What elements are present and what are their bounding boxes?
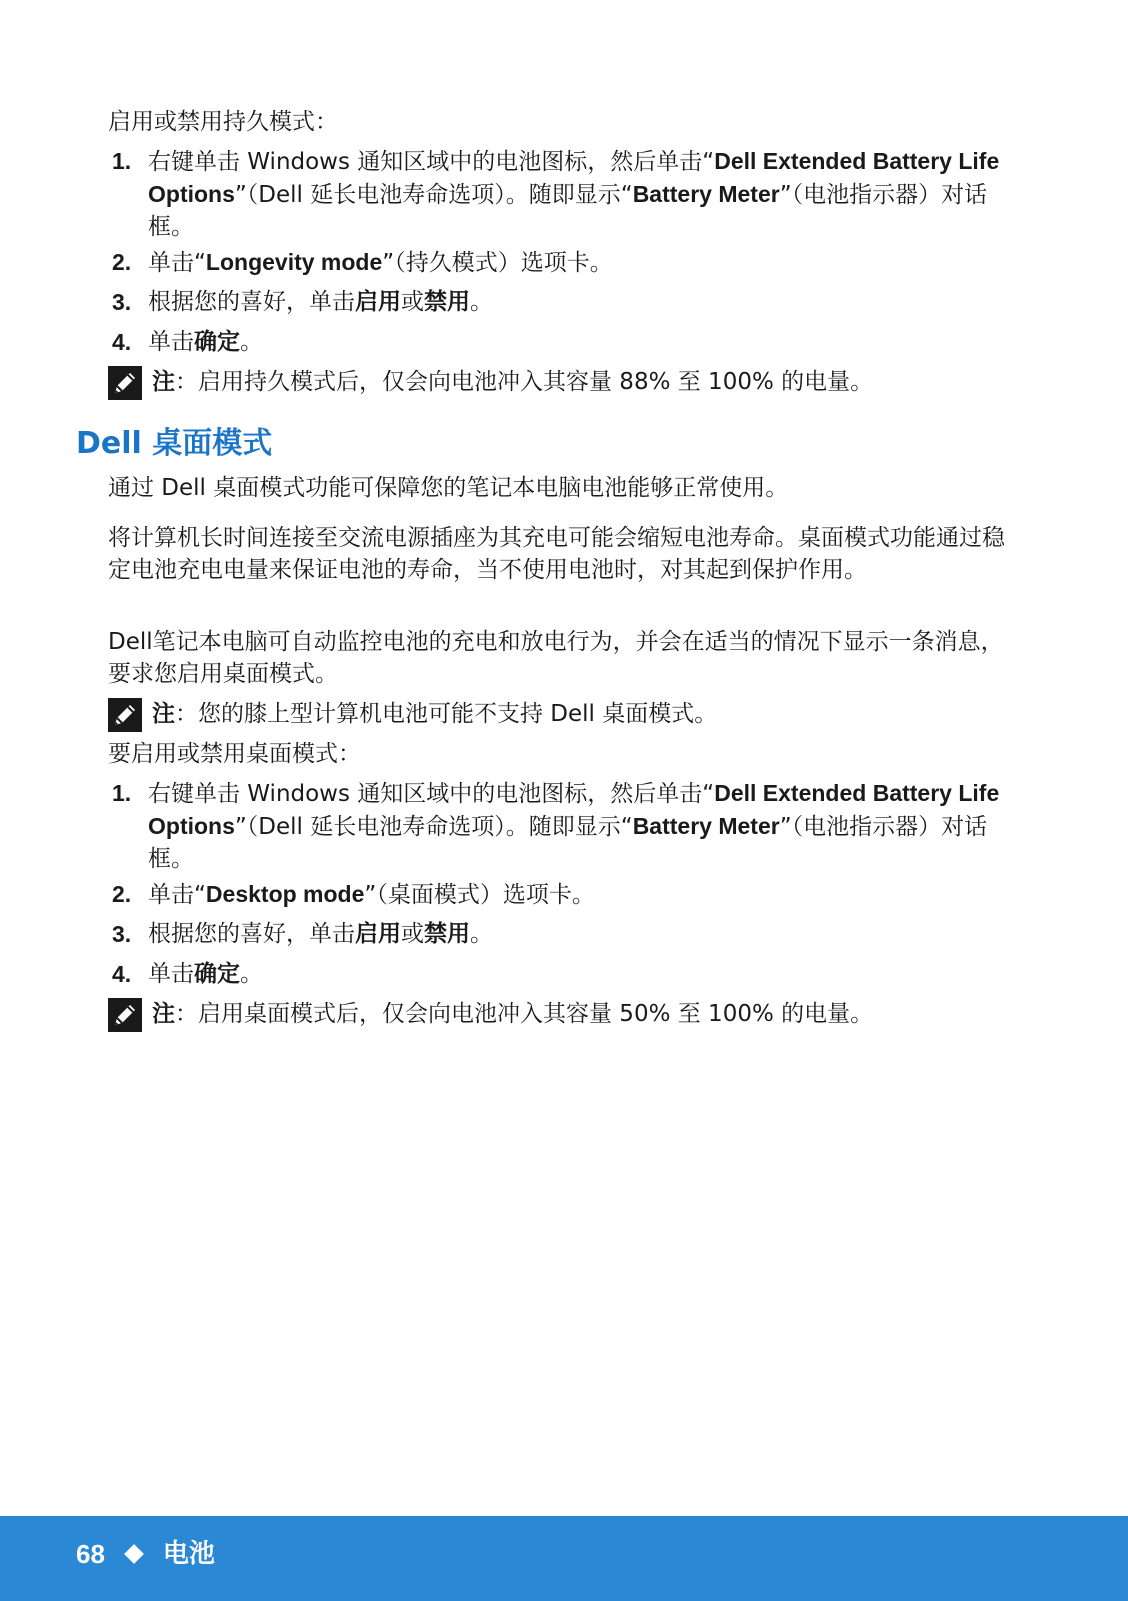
menu-option-name: Dell Extended Battery Life Options (148, 780, 1000, 839)
note-label: 注 (152, 1001, 175, 1027)
note-separator: ： (175, 369, 198, 395)
section2-intro: 要启用或禁用桌面模式： (108, 741, 361, 767)
step-number: 1. (112, 148, 132, 174)
step-number: 1. (112, 780, 132, 806)
step-text-part: ”（Dell 延长电池寿命选项）。随即显示“ (234, 814, 633, 840)
note-text (152, 366, 873, 398)
note-separator: ： (175, 701, 198, 727)
step-number: 3. (112, 289, 132, 315)
step-text-part: ”（桌面模式）选项卡。 (364, 882, 595, 908)
note-label: 注 (152, 369, 175, 395)
section1-intro: 启用或禁用持久模式： (108, 109, 338, 135)
disable-option: 禁用 (424, 921, 470, 947)
step-number: 4. (112, 961, 132, 987)
ok-option: 确定 (194, 329, 240, 355)
enable-option: 启用 (355, 289, 401, 315)
section1-step-4 (112, 326, 1012, 358)
note-pencil-icon (108, 698, 142, 732)
step-text-part: 根据您的喜好，单击 (148, 921, 355, 947)
step-text-part: 单击“ (148, 882, 206, 908)
step-text (148, 958, 1012, 990)
section1-step-1 (112, 145, 1012, 243)
disable-option: 禁用 (424, 289, 470, 315)
page-footer (0, 1516, 1128, 1601)
step-number: 4. (112, 329, 132, 355)
step-text-part: 或 (401, 289, 424, 315)
section1-step-3 (112, 286, 1012, 318)
step-text (148, 286, 1012, 318)
section2-paragraph-2: 将计算机长时间连接至交流电源插座为其充电可能会缩短电池寿命。桌面模式功能通过稳定电池充电电量来保证电池的寿命，当不使用电池时，对其起到保护作用。 (108, 525, 1005, 583)
section2-paragraph-3: Dell笔记本电脑可自动监控电池的充电和放电行为，并会在适当的情况下显示一条消息，要求您启用桌面模式。 (108, 629, 1004, 687)
step-text-part: ”（电池指示器）对话框。 (148, 814, 988, 872)
dialog-name: Battery Meter (632, 181, 780, 207)
footer-section-title: 电池 (162, 1539, 215, 1569)
note-separator: ： (175, 1001, 198, 1027)
step-text-part: ”（Dell 延长电池寿命选项）。随即显示“ (234, 182, 633, 208)
tab-name: Desktop mode (205, 881, 365, 907)
section2-paragraph-1: 通过 Dell 桌面模式功能可保障您的笔记本电脑电池能够正常使用。 (108, 475, 789, 501)
note-text (152, 698, 717, 730)
step-text-part: 单击 (148, 961, 194, 987)
ok-option: 确定 (194, 961, 240, 987)
step-text-part: 。 (470, 289, 493, 315)
step-text (148, 878, 1012, 911)
diamond-icon (124, 1544, 144, 1564)
note-text (152, 998, 873, 1030)
step-text-part: 单击 (148, 329, 194, 355)
step-text-part: 。 (470, 921, 493, 947)
step-text-part: 或 (401, 921, 424, 947)
step-text-part: 右键单击 Windows 通知区域中的电池图标，然后单击“ (148, 781, 715, 807)
step-text-part: ”（持久模式）选项卡。 (382, 250, 613, 276)
section2-note-1 (108, 698, 1013, 732)
section2-step-4 (112, 958, 1012, 990)
step-text-part: ”（电池指示器）对话框。 (148, 182, 988, 240)
step-text (148, 145, 1012, 243)
step-text-part: 单击“ (148, 250, 206, 276)
section2-step-3 (112, 918, 1012, 950)
step-text (148, 918, 1012, 950)
step-text (148, 246, 1012, 279)
tab-name: Longevity mode (205, 249, 383, 275)
section2-step-1 (112, 777, 1012, 875)
step-number: 2. (112, 249, 132, 275)
step-number: 3. (112, 921, 132, 947)
step-text-part: 。 (240, 329, 263, 355)
footer-content (76, 1536, 215, 1572)
note-body: 您的膝上型计算机电池可能不支持 Dell 桌面模式。 (198, 701, 718, 727)
note-pencil-icon (108, 998, 142, 1032)
step-text (148, 777, 1012, 875)
step-number: 2. (112, 881, 132, 907)
section1-step-2 (112, 246, 1012, 279)
section-heading: Dell 桌面模式 (76, 426, 273, 461)
section2-note-2 (108, 998, 1013, 1032)
enable-option: 启用 (355, 921, 401, 947)
page-number: 68 (76, 1539, 105, 1569)
step-text-part: 。 (240, 961, 263, 987)
note-label: 注 (152, 701, 175, 727)
step-text-part: 右键单击 Windows 通知区域中的电池图标，然后单击“ (148, 149, 715, 175)
note-body: 启用桌面模式后，仅会向电池冲入其容量 50% 至 100% 的电量。 (198, 1001, 874, 1027)
step-text-part: 根据您的喜好，单击 (148, 289, 355, 315)
note-body: 启用持久模式后，仅会向电池冲入其容量 88% 至 100% 的电量。 (198, 369, 874, 395)
menu-option-name: Dell Extended Battery Life Options (148, 148, 1000, 207)
dialog-name: Battery Meter (632, 813, 780, 839)
section1-note (108, 366, 1013, 400)
section2-step-2 (112, 878, 1012, 911)
step-text (148, 326, 1012, 358)
note-pencil-icon (108, 366, 142, 400)
